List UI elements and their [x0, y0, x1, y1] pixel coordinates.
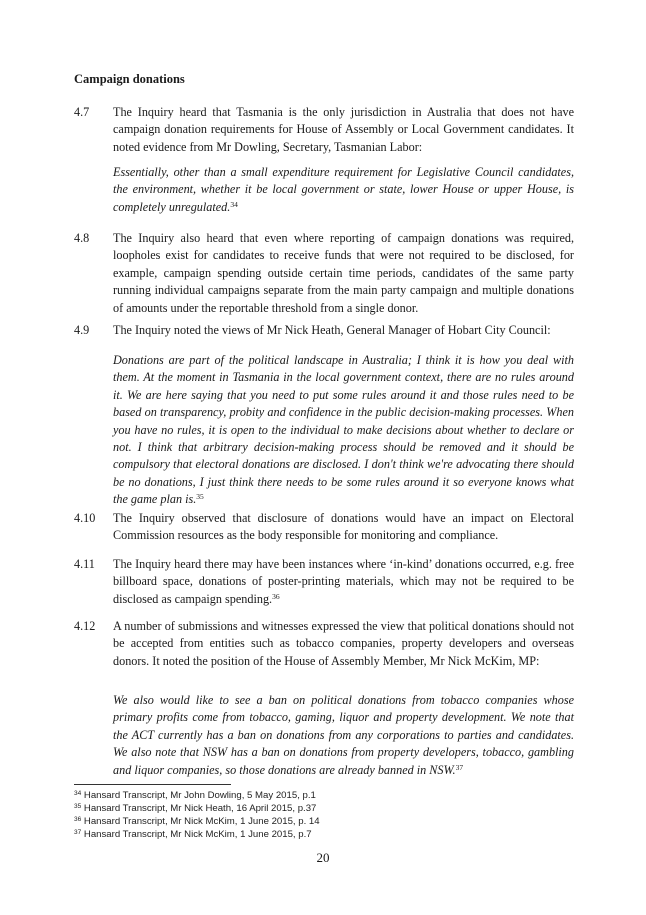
quote-heath	[113, 352, 574, 509]
footnote-divider	[74, 784, 231, 785]
paragraph-4-10	[74, 510, 574, 545]
footnote-number: 35	[74, 803, 82, 810]
quote-text: Donations are part of the political landscape in Australia; I think it is how you deal with them. At the moment in Tasmania in the local government context, there are no rules around it. We are here saying that you need to put some rules around it and those rules need to be based on transparency, probity and confidence in the public decision-making processes. When you have no rules, it is open to the individual to make decisions about whether to declare or not. I think that arbitrary decision-making process should be removed and it should be compulsory that electoral donations are disclosed. I don't think we're advocating there should be no donations, I just think there needs to be some rules around it so everyone knows what the game plan is.	[113, 353, 574, 507]
paragraph-number: 4.9	[74, 323, 90, 337]
footnote-ref: 36	[272, 591, 280, 601]
paragraph-number: 4.12	[74, 619, 96, 633]
paragraph-4-12	[74, 618, 574, 670]
paragraph-number: 4.7	[74, 105, 90, 119]
paragraph-4-7	[74, 104, 574, 156]
quote-text: Essentially, other than a small expenditure requirement for Legislative Council candidates, the environment, whether it be local government or state, lower House or upper House, is completely unregulated.	[113, 165, 574, 214]
footnote	[74, 828, 320, 841]
quote-mckim	[113, 692, 574, 779]
paragraph-number: 4.10	[74, 511, 96, 525]
paragraph-text: The Inquiry noted the views of Mr Nick Heath, General Manager of Hobart City Council:	[113, 323, 551, 337]
paragraph-text: The Inquiry observed that disclosure of donations would have an impact on Electoral Commission resources as the body responsible for monitoring and compliance.	[113, 511, 574, 543]
paragraph-number: 4.11	[74, 557, 95, 571]
footnote-number: 36	[74, 816, 82, 823]
quote-dowling	[113, 164, 574, 216]
paragraph-text: The Inquiry also heard that even where reporting of campaign donations was required, loopholes exist for candidates to receive funds that were not required to be disclosed, for example, campaign spending outside certain time periods, candidates of the same party running individual campaigns separate from the main party campaign and multiple donations of amounts under the reportable threshold from a single donor.	[113, 231, 574, 315]
quote-text: We also would like to see a ban on political donations from tobacco companies whose primary profits come from tobacco, gaming, liquor and property development. We note that the ACT currently has a ban on donations from any corporations to parties and candidates. We also note that NSW has a ban on donations from property developers, tobacco, gambling and liquor companies, so those donations are already banned in NSW.	[113, 693, 574, 777]
footnote-text: Hansard Transcript, Mr Nick McKim, 1 June 2015, p.7	[83, 829, 312, 840]
footnote-number: 37	[74, 829, 82, 836]
section-heading: Campaign donations	[74, 72, 185, 86]
footnote-text: Hansard Transcript, Mr John Dowling, 5 May 2015, p.1	[83, 790, 316, 801]
footnote-ref: 34	[230, 199, 238, 209]
footnote	[74, 789, 320, 802]
footnote	[74, 815, 320, 828]
paragraph-text: The Inquiry heard that Tasmania is the only jurisdiction in Australia that does not have campaign donation requirements for House of Assembly or Local Government candidates. It noted evidence from Mr Dowling, Secretary, Tasmanian Labor:	[113, 105, 574, 154]
paragraph-text: The Inquiry heard there may have been instances where ‘in-kind’ donations occurred, e.g. free billboard space, donations of poster-printing materials, which may not be required to be disclosed as campaign spending.	[113, 557, 574, 606]
paragraph-4-11	[74, 556, 574, 608]
page-number: 20	[316, 850, 330, 865]
footnote-ref: 35	[196, 492, 204, 502]
footnote-text: Hansard Transcript, Mr Nick Heath, 16 April 2015, p.37	[83, 803, 317, 814]
footnote-ref: 37	[455, 762, 464, 772]
paragraph-4-9	[74, 322, 574, 339]
paragraph-number: 4.8	[74, 231, 90, 245]
footnote	[74, 802, 320, 815]
footnote-number: 34	[74, 790, 82, 797]
footnotes	[74, 789, 320, 841]
paragraph-text: A number of submissions and witnesses expressed the view that political donations should not be accepted from entities such as tobacco companies, property developers and overseas donors. It noted the position of the House of Assembly Member, Mr Nick McKim, MP:	[113, 619, 574, 668]
footnote-text: Hansard Transcript, Mr Nick McKim, 1 June 2015, p. 14	[83, 816, 320, 827]
paragraph-4-8	[74, 230, 574, 317]
